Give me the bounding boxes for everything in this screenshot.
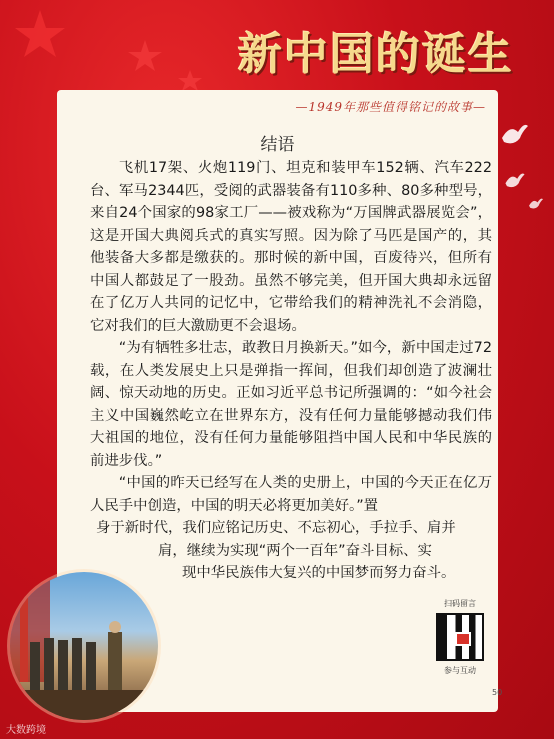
- paragraph: “中国的昨天已经写在人类的史册上，中国的今天正在亿万人民手中创造，中国的明天必将更加美好。”置: [90, 475, 492, 514]
- qr-bottom-label: 参与互动: [444, 666, 476, 675]
- qr-code-panel[interactable]: [426, 598, 494, 676]
- article-body: [90, 157, 492, 585]
- page-title: 新中国的诞生: [238, 29, 514, 80]
- historical-photo: [10, 572, 158, 720]
- qr-top-label: 扫码留言: [444, 599, 476, 608]
- star-icon: [128, 40, 162, 71]
- star-icon: [15, 10, 65, 57]
- dove-icon: [504, 170, 526, 192]
- article-heading: 结语: [260, 135, 295, 155]
- dove-icon: [528, 196, 544, 212]
- paragraph: 飞机17架、火炮119门、坦克和装甲车152辆、汽车222台、军马2344匹，受阅的武器装备有110多种、80多种型号，来自24个国家的98家工厂——被戏称为“万国牌武器展览会”，这是开国大典阅兵式的真实写照。因为除了马匹是国产的，其他装备大多都是缴获的。那时候的新中国，百废待兴，但所有中国人都鼓足了一股劲。虽然不够完美，但开国大典却永远留在了亿万人共同的记忆中，它带给我们的精神洗礼不会消隐，它对我们的巨大激励更不会退场。: [90, 160, 492, 334]
- star-icon: [178, 70, 202, 91]
- page-number: 50: [492, 688, 503, 697]
- paragraph-line: 肩，继续为实现“两个一百年”奋斗目标、实: [158, 542, 432, 559]
- brand-watermark: 大数跨境: [6, 725, 46, 736]
- paragraph-line: 现中华民族伟大复兴的中国梦而努力奋斗。: [182, 565, 456, 581]
- page-subtitle: —1949年那些值得铭记的故事—: [295, 100, 486, 114]
- dove-icon: [500, 120, 530, 150]
- paragraph-line: 身于新时代，我们应铭记历史、不忘初心，手拉手、肩并: [96, 520, 456, 536]
- qr-code-icon[interactable]: [436, 613, 484, 661]
- paragraph: “为有牺牲多壮志，敢教日月换新天。”如今，新中国走过72载，在人类发展史上只是弹指一挥间，但我们却创造了波澜壮阔、惊天动地的历史。正如习近平总书记所强调的：“如今社会主义中国巍然屹立在世界东方，没有任何力量能够撼动我们伟大祖国的地位，没有任何力量能够阻挡中国人民和中华民族的前进步伐。”: [90, 340, 492, 469]
